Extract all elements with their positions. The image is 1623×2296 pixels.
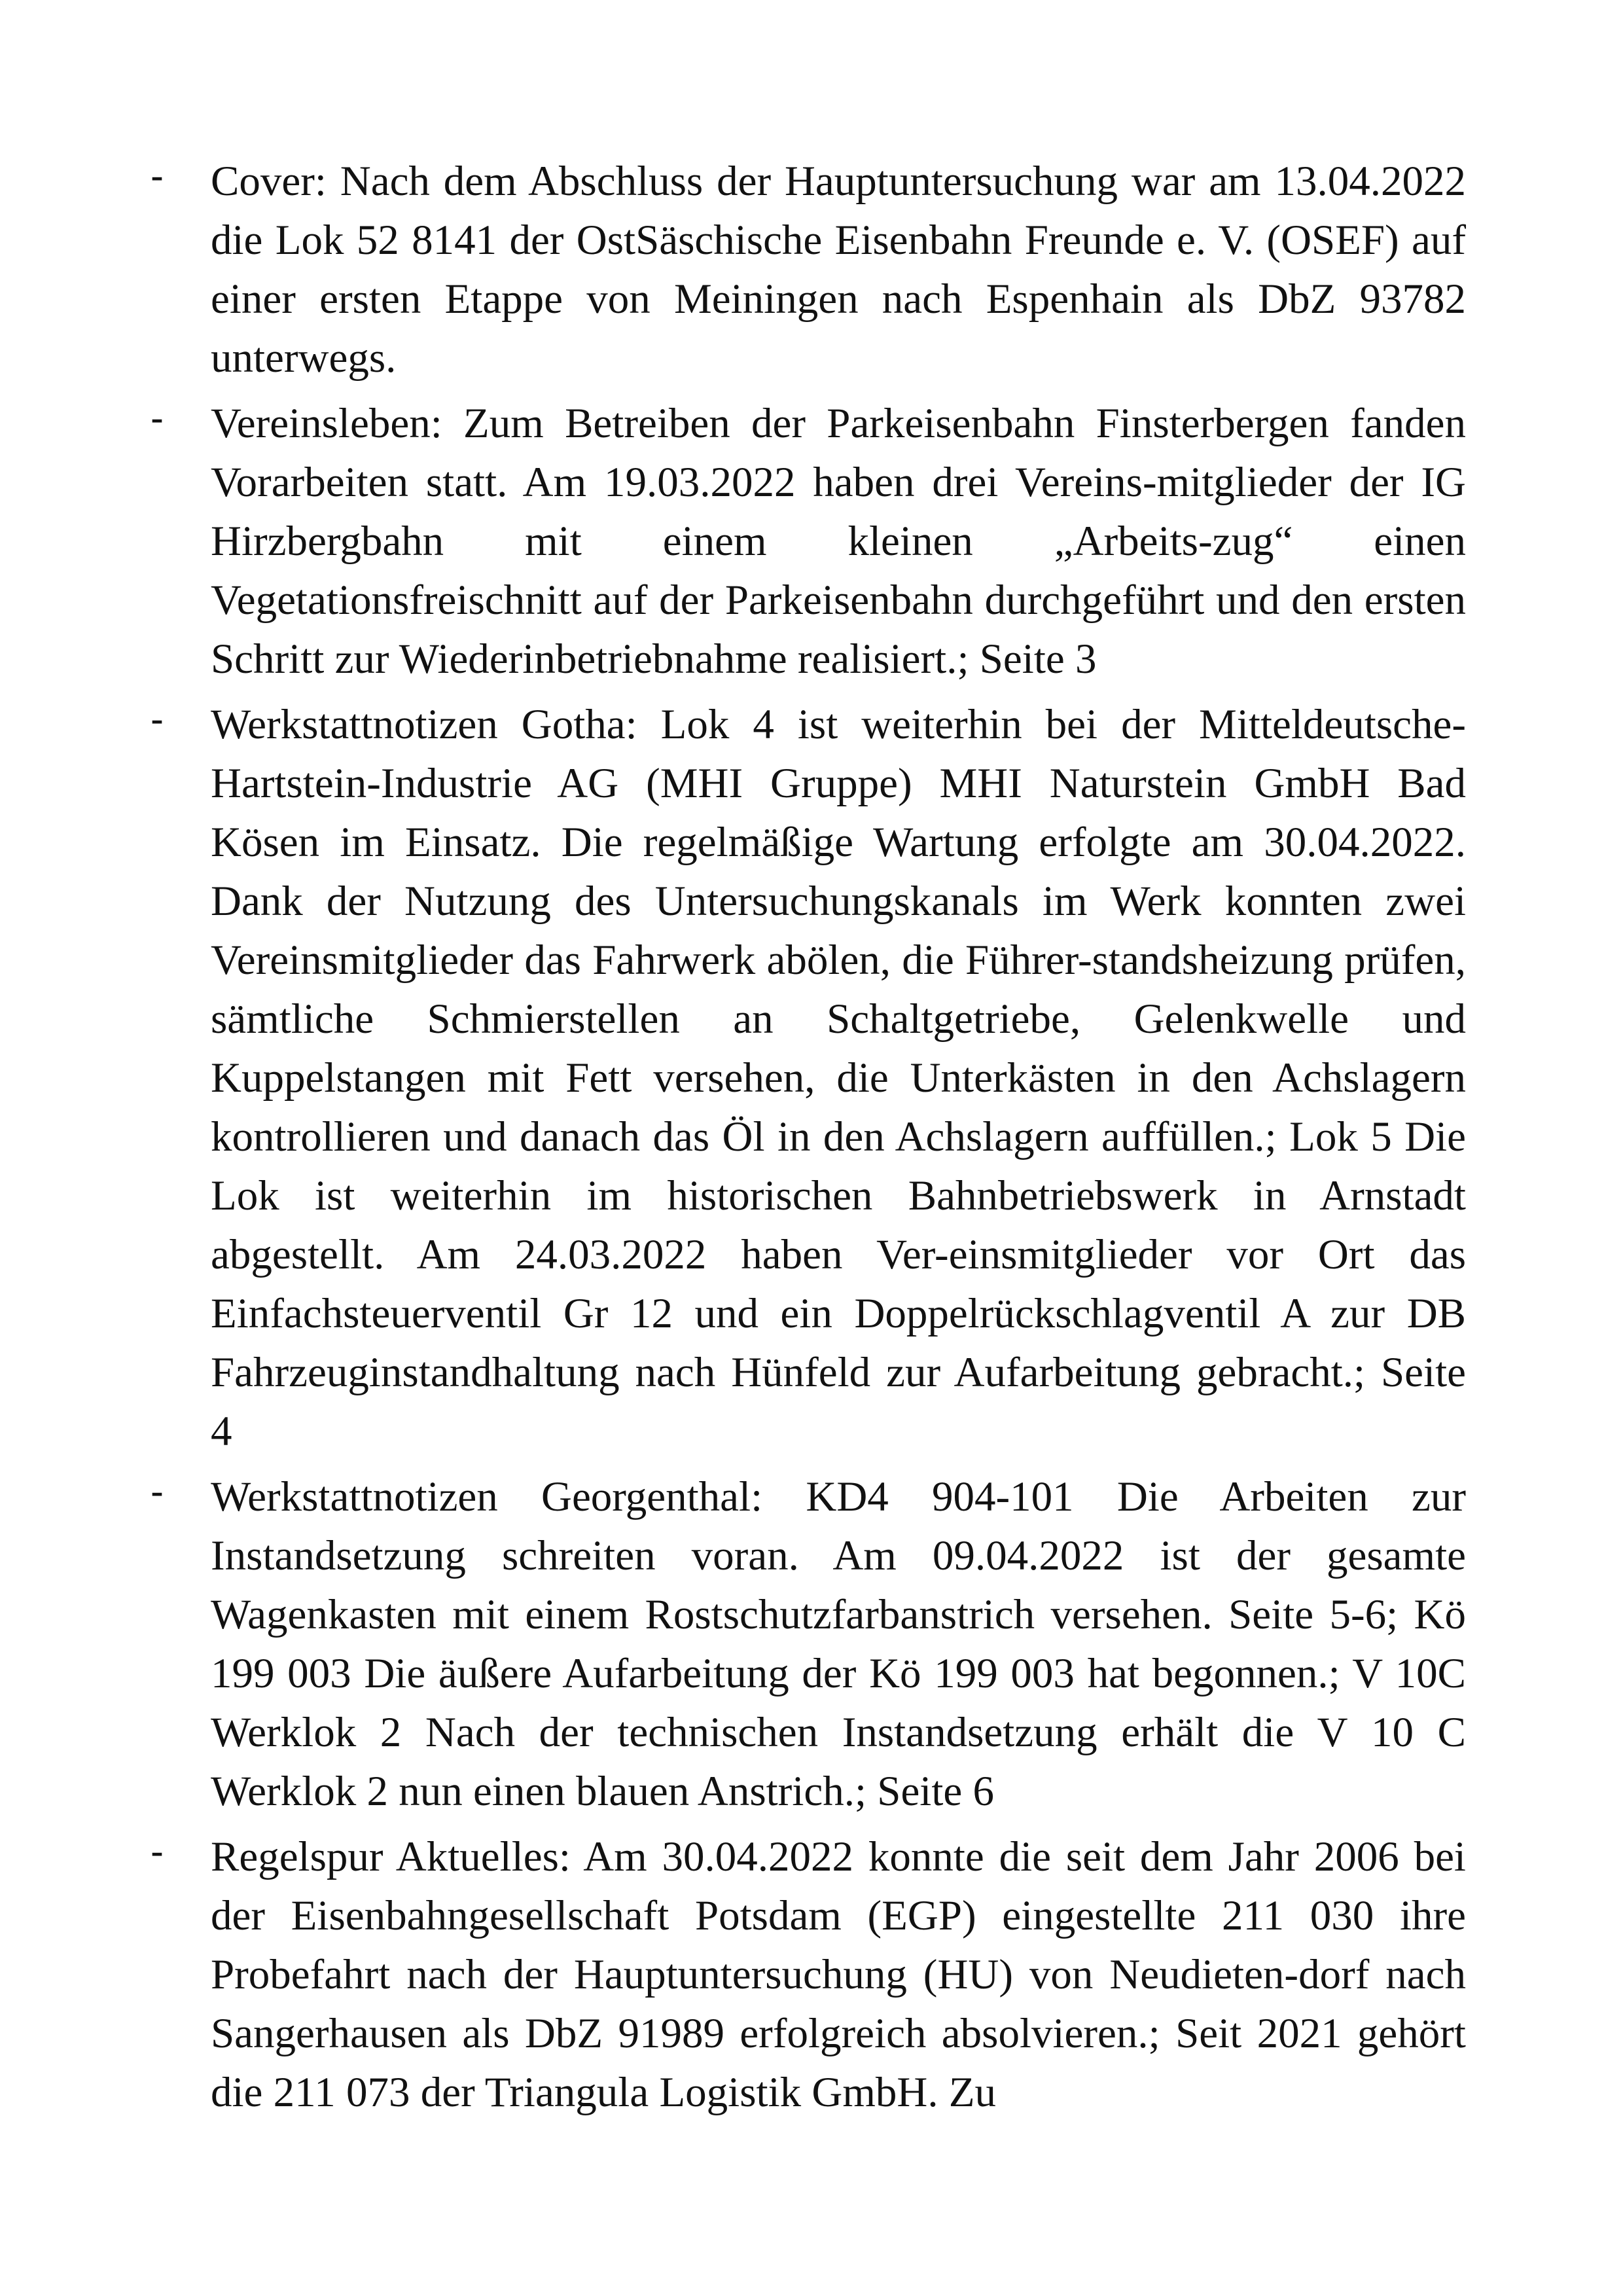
list-item	[151, 152, 1466, 387]
bullet-dash: -	[151, 1469, 164, 1513]
bullet-dash: -	[151, 396, 164, 440]
bullet-dash: -	[151, 154, 164, 198]
list-item	[151, 695, 1466, 1461]
bullet-dash: -	[151, 697, 164, 741]
bullet-list	[151, 152, 1466, 2128]
list-item	[151, 1467, 1466, 1821]
list-item	[151, 1827, 1466, 2122]
list-item-text: Werkstattnotizen Georgenthal: KD4 904-101 Die Arbeiten zur Instandsetzung schreiten voran. Am 09.04.2022 ist der gesamte Wagenkasten mit einem Rostschutzfarbanstrich versehen. Seite 5-6; Kö 199 003 Die äußere Aufarbeitung der Kö 199 003 hat begonnen.; V 10C Werklok 2 Nach der technischen Instandsetzung erhält die V 10 C Werklok 2 nun einen blauen Anstrich.; Seite 6	[211, 1473, 1466, 1815]
list-item	[151, 394, 1466, 689]
list-item-text: Regelspur Aktuelles: Am 30.04.2022 konnte die seit dem Jahr 2006 bei der Eisenbahngesellschaft Potsdam (EGP) eingestellte 211 030 ihre Probefahrt nach der Hauptuntersuchung (HU) von Neudieten-dorf nach Sangerhausen als DbZ 91989 erfolgreich absolvieren.; Seit 2021 gehört die 211 073 der Triangula Logistik GmbH. Zu	[211, 1833, 1466, 2116]
list-item-text: Werkstattnotizen Gotha: Lok 4 ist weiterhin bei der Mitteldeutsche-Hartstein-Industrie AG (MHI Gruppe) MHI Naturstein GmbH Bad Kösen im Einsatz. Die regelmäßige Wartung erfolgte am 30.04.2022. Dank der Nutzung des Untersuchungskanals im Werk konnten zwei Vereinsmitglieder das Fahrwerk abölen, die Führer-standsheizung prüfen, sämtliche Schmierstellen an Schaltgetriebe, Gelenkwelle und Kuppelstangen mit Fett versehen, die Unterkästen in den Achslagern kontrollieren und danach das Öl in den Achslagern auffüllen.; Lok 5 Die Lok ist weiterhin im historischen Bahnbetriebswerk in Arnstadt abgestellt. Am 24.03.2022 haben Ver-einsmitglieder vor Ort das Einfachsteuerventil Gr 12 und ein Doppelrückschlagventil A zur DB Fahrzeuginstandhaltung nach Hünfeld zur Aufarbeitung gebracht.; Seite 4	[211, 701, 1466, 1455]
list-item-text: Vereinsleben: Zum Betreiben der Parkeisenbahn Finsterbergen fanden Vorarbeiten statt. Am 19.03.2022 haben drei Vereins-mitglieder der IG Hirzbergbahn mit einem kleinen „Arbeits-zug“ einen Vegetationsfreischnitt auf der Parkeisenbahn durchgeführt und den ersten Schritt zur Wiederinbetriebnahme realisiert.; Seite 3	[211, 400, 1466, 683]
bullet-dash: -	[151, 1829, 164, 1873]
list-item-text: Cover: Nach dem Abschluss der Hauptuntersuchung war am 13.04.2022 die Lok 52 8141 der OstSäschische Eisenbahn Freunde e. V. (OSEF) auf einer ersten Etappe von Meiningen nach Espenhain als DbZ 93782 unterwegs.	[211, 158, 1466, 382]
